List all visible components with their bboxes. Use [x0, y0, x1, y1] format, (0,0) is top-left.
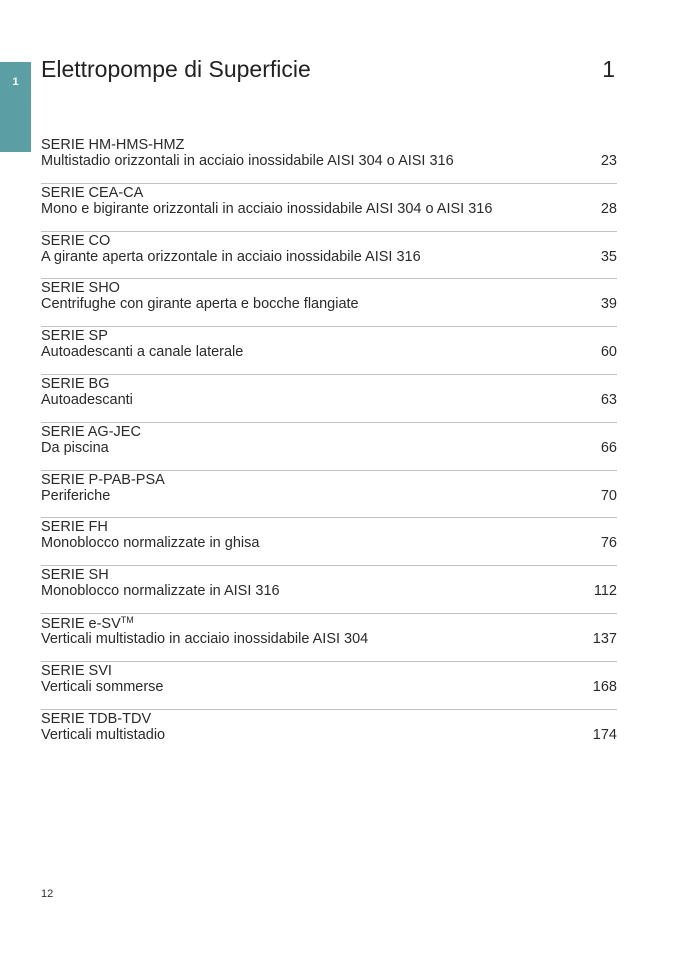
- toc-entry[interactable]: [41, 518, 617, 566]
- toc-entry[interactable]: [41, 184, 617, 232]
- toc-series-name-text: SERIE CEA-CA: [41, 184, 144, 201]
- toc-series-description: Multistadio orizzontali in acciaio inossidabile AISI 304 o AISI 316: [41, 153, 454, 169]
- toc-series-name-text: SERIE AG-JEC: [41, 423, 141, 440]
- toc-page-number: 174: [592, 726, 617, 743]
- toc-page-number: 76: [600, 535, 617, 552]
- toc-series-description: Monoblocco normalizzate in AISI 316: [41, 583, 280, 600]
- toc-page-number: 66: [600, 439, 617, 456]
- toc-series-description: Verticali multistadio in acciaio inossidabile AISI 304: [41, 630, 369, 647]
- toc-page-number: 28: [600, 200, 617, 217]
- toc-entry[interactable]: [41, 327, 617, 375]
- chapter-tab-number: 1: [12, 76, 19, 88]
- section-number: 1: [602, 56, 615, 82]
- toc-series-name-text: SERIE CO: [41, 232, 111, 249]
- toc-entry[interactable]: [41, 232, 617, 280]
- toc-series-name: [41, 615, 134, 632]
- toc-series-name: [41, 567, 109, 583]
- toc-series-name-text: SERIE SP: [41, 328, 108, 345]
- toc-series-name-text: SERIE SVI: [41, 662, 112, 679]
- toc-series-name: [41, 519, 108, 535]
- toc-page-number: 63: [600, 391, 617, 408]
- toc-series-description: Da piscina: [41, 439, 109, 456]
- toc-series-name: [41, 663, 112, 679]
- toc-series-name-text: SERIE FH: [41, 519, 108, 536]
- toc-page-number: 23: [600, 153, 617, 169]
- toc-series-description: Monoblocco normalizzate in ghisa: [41, 535, 260, 552]
- toc-page-number: 137: [592, 630, 617, 647]
- table-of-contents: [41, 136, 617, 757]
- toc-series-name: [41, 328, 108, 344]
- toc-page-number: 70: [600, 487, 617, 504]
- toc-series-name: [41, 711, 151, 727]
- toc-series-name-text: SERIE SH: [41, 567, 109, 584]
- toc-entry[interactable]: [41, 566, 617, 614]
- toc-series-description: Autoadescanti: [41, 391, 133, 408]
- toc-series-description: Autoadescanti a canale laterale: [41, 344, 244, 361]
- toc-page-number: 112: [593, 583, 617, 600]
- toc-series-description: A girante aperta orizzontale in acciaio inossidabile AISI 316: [41, 248, 421, 265]
- toc-entry[interactable]: [41, 279, 617, 327]
- toc-series-name: [41, 185, 143, 201]
- section-title: Elettropompe di Superficie: [41, 56, 311, 82]
- toc-series-name-text: SERIE e-SV: [41, 615, 121, 632]
- toc-entry[interactable]: [41, 375, 617, 423]
- toc-entry[interactable]: [41, 710, 617, 758]
- toc-series-description: Mono e bigirante orizzontali in acciaio inossidabile AISI 304 o AISI 316: [41, 200, 493, 217]
- chapter-tab: [0, 62, 31, 152]
- toc-page-number: 35: [600, 248, 617, 265]
- toc-page-number: 60: [600, 344, 617, 361]
- toc-series-name-text: SERIE TDB-TDV: [41, 710, 152, 727]
- toc-entry[interactable]: [41, 423, 617, 471]
- toc-series-name: [41, 280, 120, 296]
- toc-entry[interactable]: [41, 471, 617, 519]
- toc-page-number: 39: [600, 296, 617, 313]
- toc-series-name-text: SERIE SHO: [41, 280, 120, 297]
- section-header: [41, 56, 617, 90]
- toc-series-description: Verticali sommerse: [41, 678, 164, 695]
- toc-series-name: [41, 376, 110, 392]
- trademark-mark: TM: [120, 614, 134, 625]
- toc-series-name: [41, 424, 141, 440]
- toc-series-name: [41, 472, 165, 488]
- toc-series-name-text: SERIE BG: [41, 375, 110, 392]
- toc-entry[interactable]: [41, 662, 617, 710]
- toc-series-description: Centrifughe con girante aperta e bocche flangiate: [41, 296, 359, 313]
- toc-series-name: [41, 137, 184, 153]
- toc-series-description: Periferiche: [41, 487, 111, 504]
- toc-series-name-text: SERIE P-PAB-PSA: [41, 471, 165, 488]
- toc-entry[interactable]: [41, 614, 617, 662]
- toc-series-name-text: SERIE HM-HMS-HMZ: [41, 137, 185, 153]
- toc-series-name: [41, 233, 110, 249]
- toc-page-number: 168: [592, 678, 617, 695]
- toc-series-description: Verticali multistadio: [41, 726, 166, 743]
- toc-entry[interactable]: [41, 136, 617, 184]
- page-number: 12: [41, 888, 54, 900]
